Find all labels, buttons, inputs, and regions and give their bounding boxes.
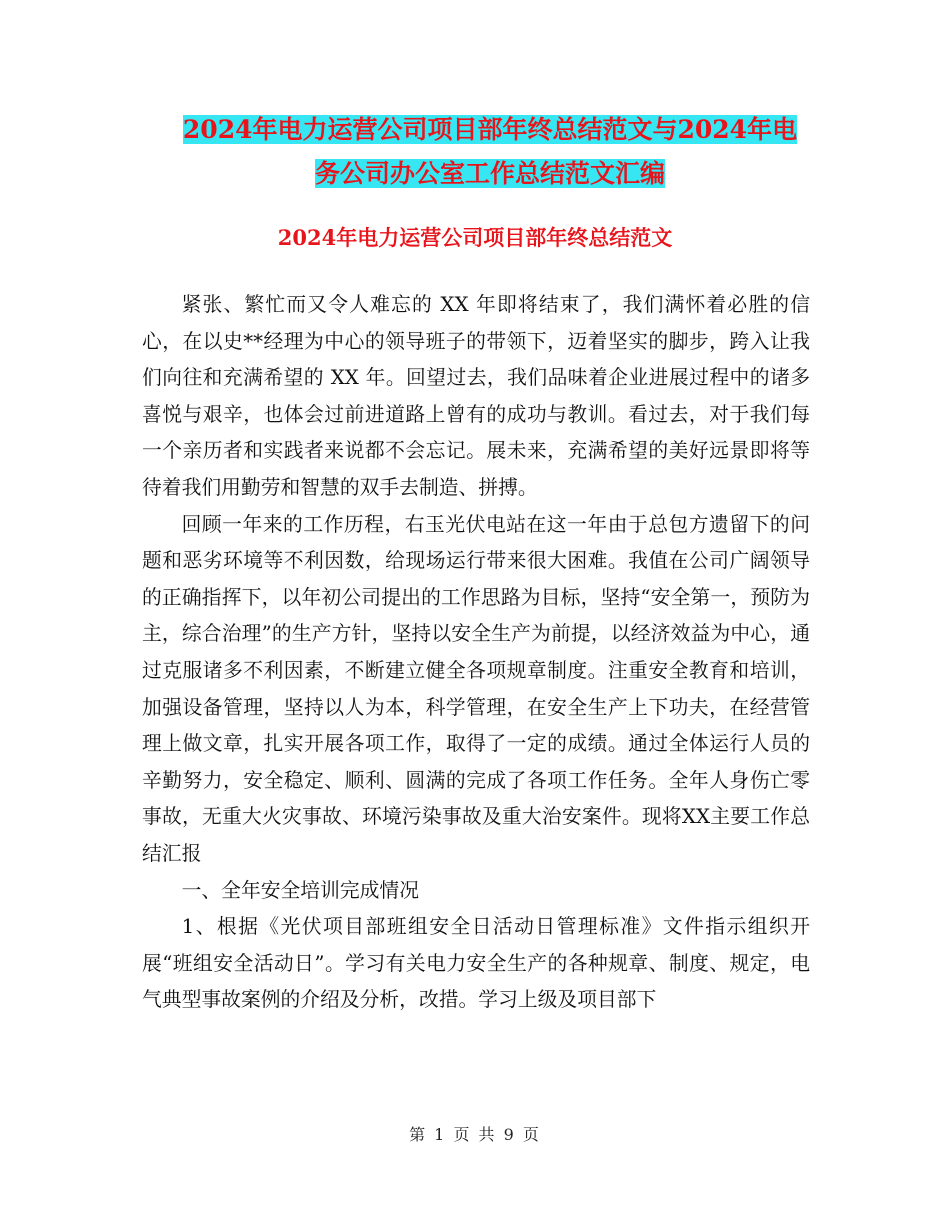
- section-title: 2024年电力运营公司项目部年终总结范文: [277, 225, 673, 250]
- page-number-footer: 第 1 页 共 9 页: [409, 1125, 541, 1144]
- paragraph: 回顾一年来的工作历程，右玉光伏电站在这一年由于总包方遗留下的问题和恶劣环境等不利因数，给现场运行带来很大困难。我值在公司广阔领导的正确指挥下，以年初公司提出的工作思路为目标，坚持“安全第一，预防为主，综合治理”的生产方针，坚持以安全生产为前提，以经济效益为中心，通过克服诸多不利因素，不断建立健全各项规章制度。注重安全教育和培训，加强设备管理，坚持以人为本，科学管理，在安全生产上下功夫，在经营管理上做文章，扎实开展各项工作，取得了一定的成绩。通过全体运行人员的辛勤努力，安全稳定、顺利、圆满的完成了各项工作任务。全年人身伤亡零事故，无重大火灾事故、环境污染事故及重大治安案件。现将XX主要工作总结汇报: [142, 512, 810, 865]
- document-title-line-2: 务公司办公室工作总结范文汇编: [314, 159, 665, 188]
- paragraph-heading: 一、全年安全培训完成情况: [181, 878, 419, 902]
- document-body: [142, 287, 810, 1019]
- document-title: [140, 108, 840, 196]
- paragraph: 紧张、繁忙而又令人难忘的 XX 年即将结束了，我们满怀着必胜的信心，在以史**经理为中心的领导班子的带领下，迈着坚实的脚步，跨入让我们向往和充满希望的 XX 年。回望过去，我们品味着企业进展过程中的诸多喜悦与艰辛，也体会过前进道路上曾有的成功与教训。看过去，对于我们每一个亲历者和实践者来说都不会忘记。展未来，充满希望的美好远景即将等待着我们用勤劳和智慧的双手去制造、拼搏。: [142, 293, 810, 499]
- document-title-line-1: 2024年电力运营公司项目部年终总结范文与2024年电: [182, 115, 798, 144]
- paragraph: 1、根据《光伏项目部班组安全日活动日管理标准》文件指示组织开展“班组安全活动日”。学习有关电力安全生产的各种规章、制度、规定，电气典型事故案例的介绍及分析，改措。学习上级及项目部下: [142, 915, 810, 1012]
